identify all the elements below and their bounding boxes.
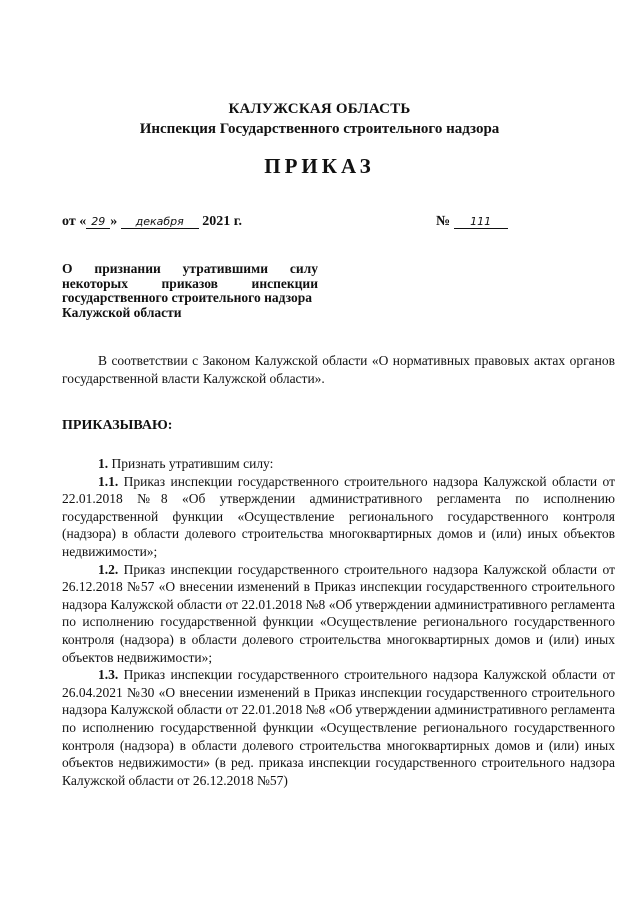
subject-block bbox=[62, 262, 318, 320]
date-day-handwritten: 29 bbox=[86, 215, 110, 229]
inspection-heading: Инспекция Государственного строительного надзора bbox=[139, 121, 500, 137]
date-month-handwritten: декабря bbox=[121, 215, 199, 229]
preamble-paragraph: В соответствии с Законом Калужской области «О нормативных правовых актах органов государственной власти Калужской области». bbox=[62, 353, 615, 386]
subject-line: государственного строительного надзора bbox=[62, 290, 312, 305]
date-prefix: от « bbox=[62, 214, 87, 229]
item-number: 1.2. bbox=[98, 561, 119, 577]
region-heading: КАЛУЖСКАЯ ОБЛАСТЬ bbox=[228, 101, 411, 117]
item-text: Признать утратившим силу: bbox=[111, 456, 274, 471]
number-sign: № bbox=[436, 214, 451, 229]
order-items bbox=[62, 455, 615, 789]
item-number: 1.3. bbox=[98, 667, 119, 683]
subject-line: Калужской области bbox=[62, 304, 182, 320]
date-year: 2021 г. bbox=[202, 214, 242, 229]
subject-line: некоторых приказов инспекции bbox=[62, 275, 318, 291]
subject-line: О признании утратившими силу bbox=[62, 261, 318, 276]
order-number-line bbox=[436, 214, 508, 230]
item-number: 1.1. bbox=[98, 473, 119, 489]
item-text: Приказ инспекции государственного строительного надзора Калужской области от 26.12.2018 №57 «О внесении изменений в Приказ инспекции государственного строительного надзора Калужской области от 22.01.2018 №8 «Об утверждении административного регламента по исполнению государственной функции «Осуществление регионального государственного контроля (надзора) в области долевого строительства многоквартирных домов и (или) иных объектов недвижимости»; bbox=[62, 561, 615, 665]
item-1-3 bbox=[62, 666, 615, 789]
document-title: ПРИКАЗ bbox=[264, 154, 375, 178]
date-line bbox=[62, 214, 262, 230]
item-text: Приказ инспекции государственного строительного надзора Калужской области от 26.04.2021 №30 «О внесении изменений в Приказ инспекции государственного строительного надзора Калужской области от 22.01.2018 №8 «Об утверждении административного регламента по исполнению государственной функции «Осуществление регионального государственного контроля (надзора) в области долевого строительства многоквартирных домов и (или) иных объектов недвижимости» (в ред. приказа инспекции государственного строительного надзора Калужской области от 26.12.2018 №57) bbox=[62, 667, 615, 788]
order-word: ПРИКАЗЫВАЮ: bbox=[62, 418, 173, 433]
item-1-2 bbox=[62, 561, 615, 667]
date-mid: » bbox=[110, 214, 118, 229]
item-number: 1. bbox=[98, 456, 109, 471]
item-1 bbox=[62, 455, 615, 473]
item-1-1 bbox=[62, 473, 615, 561]
order-number-handwritten: 111 bbox=[454, 215, 508, 229]
item-text: Приказ инспекции государственного строительного надзора Калужской области от 22.01.2018 №8 «Об утверждении административного регламента по исполнению государственной функции «Осуществление регионального государственного контроля (надзора) в области долевого строительства многоквартирных домов и (или) иных объектов недвижимости»; bbox=[62, 473, 615, 559]
